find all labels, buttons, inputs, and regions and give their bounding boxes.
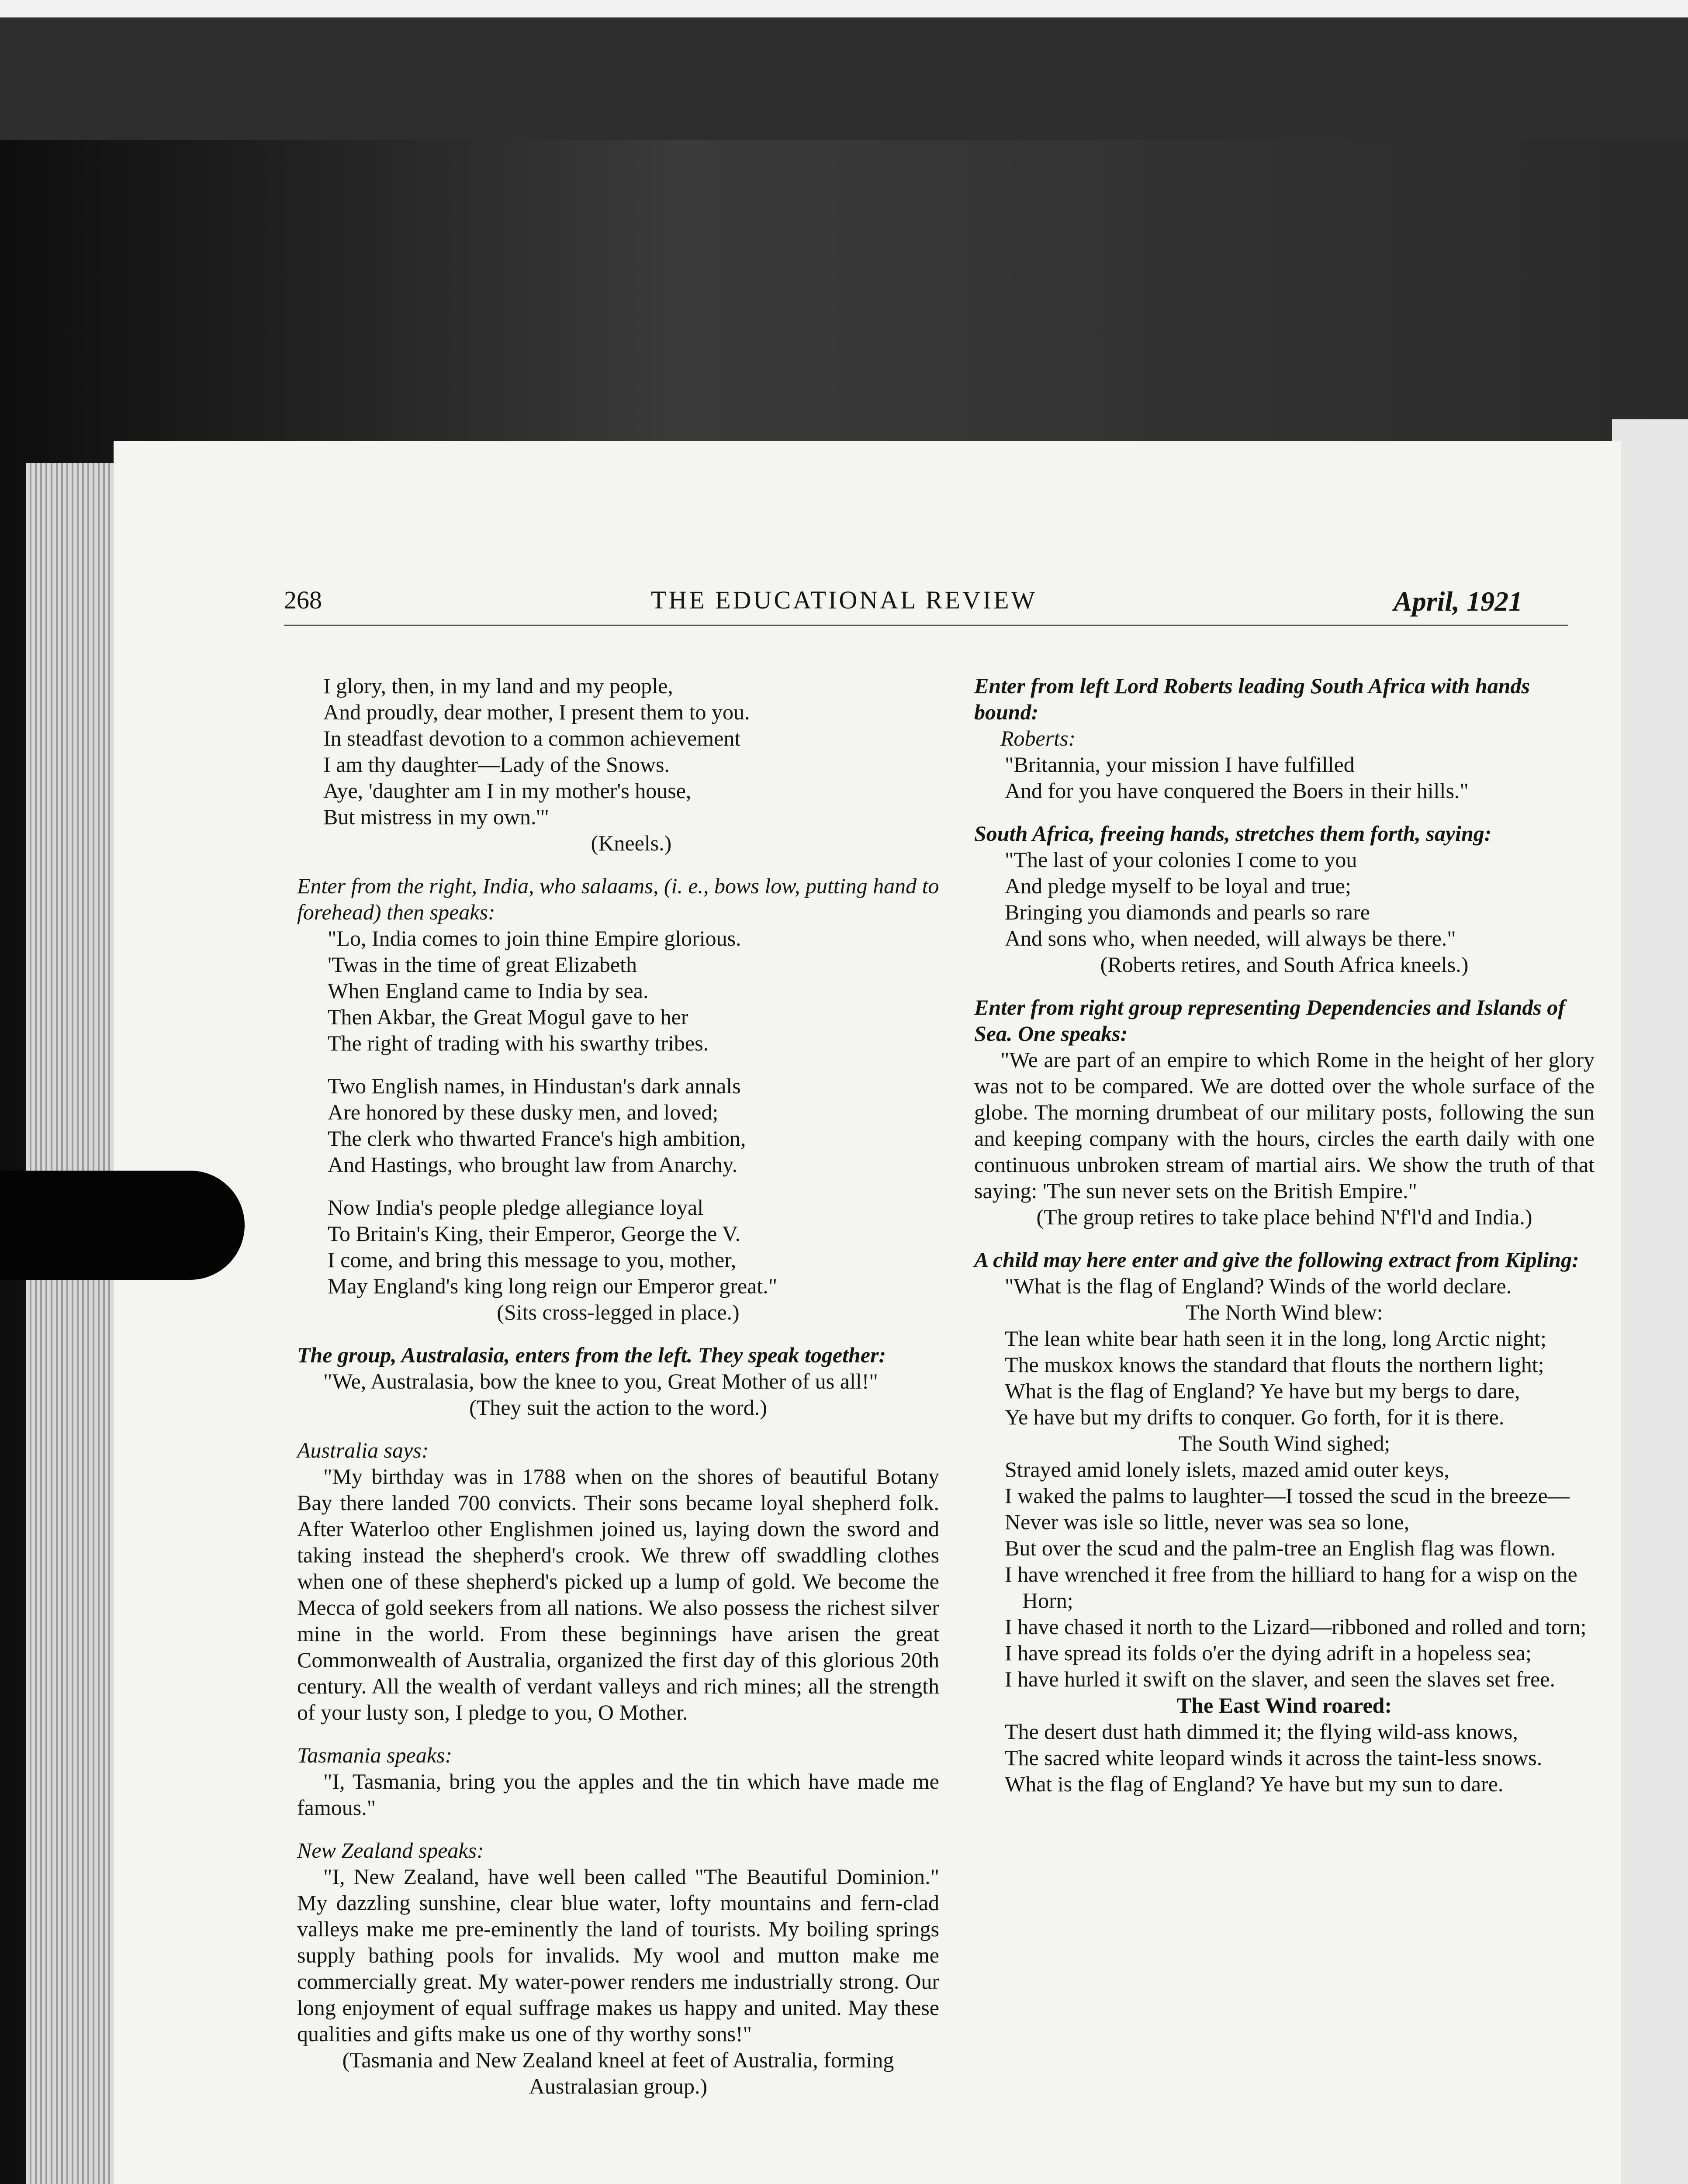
speech: "We, Australasia, bow the knee to you, Great Mother of us all!": [323, 1369, 878, 1393]
speaker-heading: New Zealand speaks:: [297, 1838, 484, 1863]
stage-direction: The group, Australasia, enters from the left. They speak together:: [297, 1343, 886, 1367]
stage-action: (Tasmania and New Zealand kneel at feet of Australia, forming Australasian group.): [342, 2048, 894, 2098]
verse-line: When England came to India by sea.: [328, 978, 649, 1003]
verse-line: Are honored by these dusky men, and loved;: [328, 1100, 719, 1124]
stage-action: (Sits cross-legged in place.): [497, 1300, 740, 1324]
speaker-heading: Roberts:: [1000, 726, 1076, 750]
india-verse-2: [297, 1073, 939, 1178]
verse-line: Now India's people pledge allegiance loyal: [328, 1195, 704, 1220]
verse-line: In steadfast devotion to a common achievement: [323, 726, 741, 750]
speech: "I, Tasmania, bring you the apples and the tin which have made me famous.": [297, 1769, 939, 1820]
south-africa-section: [974, 820, 1595, 978]
verse-line: I have wrenched it free from the hilliard to hang for a wisp on the Horn;: [1005, 1562, 1577, 1613]
verse-line: What is the flag of England? Ye have but my sun to dare.: [1005, 1772, 1504, 1796]
left-column: [297, 673, 939, 2116]
stage-action: (They suit the action to the word.): [469, 1395, 767, 1420]
verse-line: And proudly, dear mother, I present them to you.: [323, 700, 750, 724]
india-verse-3: [297, 1194, 939, 1325]
verse-line: But mistress in my own.'": [323, 805, 549, 829]
verse-line: "Britannia, your mission I have fulfilled: [1005, 752, 1355, 777]
tasmania-section: [297, 1742, 939, 1821]
australia-section: [297, 1437, 939, 1725]
dependencies-section: [974, 994, 1595, 1230]
verse-line: "What is the flag of England? Winds of the world declare.: [1005, 1274, 1512, 1298]
speaker-heading: Tasmania speaks:: [297, 1743, 453, 1767]
verse-line: What is the flag of England? Ye have but my bergs to dare,: [1005, 1379, 1520, 1403]
verse-line: The muskox knows the standard that flouts the northern light;: [1005, 1352, 1544, 1377]
speech: "We are part of an empire to which Rome in the height of her glory was not to be compared. We are dotted over the whole surface of the globe. The morning drumbeat of our military posts, following the sun and keeping company with the hours, circles the earth daily with one continuous unbroken stream of martial airs. We show the truth of that saying: 'The sun never sets on the British Empire.": [974, 1047, 1595, 1203]
verse-line: Then Akbar, the Great Mogul gave to her: [328, 1005, 688, 1029]
india-verse-1: [297, 925, 939, 1056]
india-closing-verse: [297, 673, 939, 856]
verse-line: The lean white bear hath seen it in the long, long Arctic night;: [1005, 1326, 1546, 1351]
roberts-section: [974, 673, 1595, 804]
new-zealand-section: [297, 1837, 939, 2099]
verse-line: I glory, then, in my land and my people,: [323, 674, 673, 698]
verse-line: To Britain's King, their Emperor, George the V.: [328, 1221, 741, 1246]
issue-date: April, 1921: [1394, 586, 1523, 617]
verse-line: Two English names, in Hindustan's dark annals: [328, 1074, 741, 1098]
speaker-heading: Australia says:: [297, 1438, 429, 1462]
verse-line: The clerk who thwarted France's high ambition,: [328, 1126, 746, 1151]
speech: "I, New Zealand, have well been called "The Beautiful Dominion." My dazzling sunshine, clear blue water, lofty mountains and fern-clad valleys make me pre-eminently the land of tourists. My boiling springs supply bathing pools for invalids. My wool and mutton make me commercially great. My water-power renders me industrially strong. Our long enjoyment of equal suffrage makes us happy and united. May these qualities and gifts make us one of thy worthy sons!": [297, 1864, 939, 2046]
verse-line: "Lo, India comes to join thine Empire glorious.: [328, 926, 741, 950]
verse-line: The sacred white leopard winds it across the taint-less snows.: [1005, 1745, 1543, 1770]
verse-line: The desert dust hath dimmed it; the flying wild-ass knows,: [1005, 1719, 1518, 1744]
verse-line: And for you have conquered the Boers in their hills.": [1005, 778, 1469, 803]
verse-line: Bringing you diamonds and pearls so rare: [1005, 900, 1370, 924]
verse-line: And Hastings, who brought law from Anarchy.: [328, 1152, 738, 1177]
page-number: 268: [284, 586, 322, 614]
film-border-top: [0, 0, 1688, 140]
verse-line: But over the scud and the palm-tree an English flag was flown.: [1005, 1536, 1556, 1560]
book-page: [114, 441, 1621, 2184]
verse-line: I have hurled it swift on the slaver, and seen the slaves set free.: [1005, 1667, 1556, 1691]
verse-line: I have spread its folds o'er the dying adrift in a hopeless sea;: [1005, 1641, 1532, 1665]
wind-heading: The East Wind roared:: [1176, 1693, 1392, 1717]
stage-direction: Enter from right group representing Dependencies and Islands of Sea. One speaks:: [974, 995, 1565, 1046]
wind-heading: The South Wind sighed;: [1178, 1431, 1391, 1455]
verse-line: And pledge myself to be loyal and true;: [1005, 874, 1351, 898]
verse-line: And sons who, when needed, will always be there.": [1005, 926, 1456, 950]
finger-shadow: [0, 1171, 245, 1280]
australasia-section: [297, 1342, 939, 1420]
verse-line: I have chased it north to the Lizard—ribboned and rolled and torn;: [1005, 1614, 1587, 1639]
stage-action: (The group retires to take place behind N'f'l'd and India.): [1036, 1205, 1532, 1229]
verse-line: Strayed amid lonely islets, mazed amid outer keys,: [1005, 1457, 1449, 1482]
wind-heading: The North Wind blew:: [1186, 1300, 1383, 1324]
verse-line: I am thy daughter—Lady of the Snows.: [323, 752, 670, 777]
stage-direction: Enter from left Lord Roberts leading South Africa with hands bound:: [974, 674, 1530, 724]
verse-line: I come, and bring this message to you, mother,: [328, 1248, 737, 1272]
stage-direction: Enter from the right, India, who salaams, (i. e., bows low, putting hand to forehead) then speaks:: [297, 874, 939, 924]
stage-direction: South Africa, freeing hands, stretches them forth, saying:: [974, 821, 1492, 846]
facing-page-edge: [1612, 419, 1688, 2184]
kipling-section: [974, 1247, 1595, 1797]
stage-action: (Kneels.): [591, 831, 672, 855]
verse-line: I waked the palms to laughter—I tossed the scud in the breeze—: [1005, 1483, 1570, 1508]
stage-direction: A child may here enter and give the following extract from Kipling:: [974, 1248, 1579, 1272]
running-title: THE EDUCATIONAL REVIEW: [651, 586, 1038, 614]
verse-line: "The last of your colonies I come to you: [1005, 847, 1357, 872]
right-column: [974, 673, 1595, 1814]
verse-line: 'Twas in the time of great Elizabeth: [328, 952, 637, 977]
verse-line: The right of trading with his swarthy tribes.: [328, 1031, 709, 1055]
verse-line: Ye have but my drifts to conquer. Go forth, for it is there.: [1005, 1405, 1505, 1429]
book-page-edges: [26, 463, 114, 2184]
stage-action: (Roberts retires, and South Africa kneels.): [1100, 952, 1469, 977]
verse-line: Aye, 'daughter am I in my mother's house,: [323, 778, 692, 803]
verse-line: Never was isle so little, never was sea so lone,: [1005, 1510, 1410, 1534]
verse-line: May England's king long reign our Emperor great.": [328, 1274, 778, 1298]
speech: "My birthday was in 1788 when on the shores of beautiful Botany Bay there landed 700 convicts. Their sons became loyal shepherd folk. After Waterloo other Englishmen joined us, laying down the sword and taking instead the shepherd's crook. We threw off swaddling clothes when one of these shepherd's picked up a lump of gold. We become the Mecca of gold seekers from all nations. We also possess the richest silver mine in the world. From these beginnings have arisen the great Commonwealth of Australia, organized the first day of this glorious 20th century. All the wealth of verdant valleys and rich mines; all the strength of your lusty son, I pledge to you, O Mother.: [297, 1464, 939, 1724]
header-rule: [284, 625, 1568, 626]
